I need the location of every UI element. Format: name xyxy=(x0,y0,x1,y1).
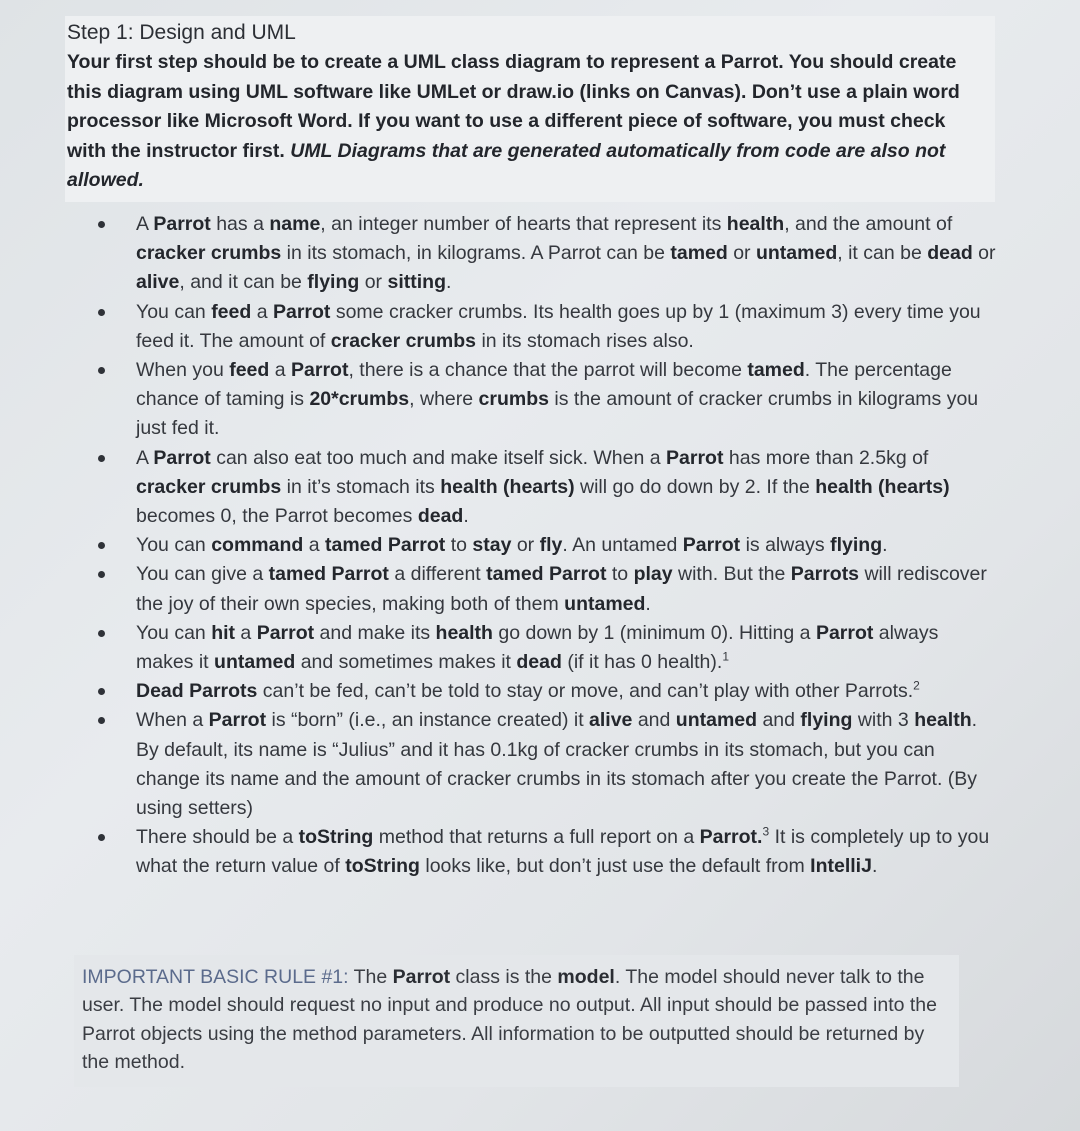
rule-text-segment: and xyxy=(632,709,676,732)
bullet-icon xyxy=(98,221,105,228)
important-parrot: Parrot xyxy=(392,966,451,988)
rule-text-segment: always makes it xyxy=(136,621,939,674)
rule-text-segment: method that returns a full report on a xyxy=(373,826,700,849)
rule-text-segment: . By default, its name is “Julius” and it has 0.1kg of cracker crumbs in its stomach, but you can change its name and the amount of cracker crumbs in its stomach after you create the Parrot. (By using setters) xyxy=(136,709,978,820)
rule-text-segment: health xyxy=(435,621,493,644)
rule-text-segment: , there is a chance that the parrot will become xyxy=(348,359,748,382)
rule-text-segment: , an integer number of hearts that represent its xyxy=(320,213,727,235)
rule-text-segment: untamed xyxy=(675,709,758,732)
rule-text-segment: with 3 xyxy=(852,709,915,732)
bullet-icon xyxy=(98,630,105,637)
rule-text-segment: will rediscover the joy of their own species, making both of them xyxy=(136,563,987,615)
rule-text-segment: a xyxy=(269,359,292,382)
rule-text-segment: crumbs xyxy=(478,388,549,411)
rule-text-segment: flying xyxy=(830,534,883,557)
intro-text-3: or xyxy=(476,80,507,103)
important-rule-box xyxy=(74,955,959,1087)
rule-text-segment: Parrots xyxy=(790,563,860,586)
list-item xyxy=(98,706,998,823)
rule-text-segment: flying xyxy=(307,271,360,294)
list-item xyxy=(98,677,998,706)
rule-text-segment: and xyxy=(757,709,801,732)
rule-text-segment: tamed xyxy=(747,359,805,382)
rule-text-segment: , and the amount of xyxy=(784,213,953,235)
list-item xyxy=(98,531,998,560)
rule-text-segment: some cracker crumbs. Its health goes up by 1 (maximum 3) every time you feed it. The amount of xyxy=(136,300,981,352)
rule-text-segment: or xyxy=(359,271,388,294)
rule-text-segment: Parrot. xyxy=(699,826,763,849)
rule-text-segment: and make its xyxy=(314,621,436,644)
rule-text-segment: stay xyxy=(472,534,512,557)
rule-text-segment: health xyxy=(914,709,972,732)
rule-text-segment: or xyxy=(727,242,756,265)
rule-text-segment: with. But the xyxy=(672,563,791,586)
rule-text-segment: cracker crumbs xyxy=(136,475,282,498)
bullet-icon xyxy=(98,688,105,695)
rule-text-segment: It is completely up to you what the return value of xyxy=(136,826,990,878)
rule-text-segment: alive xyxy=(589,709,633,732)
rule-text-segment: When a xyxy=(136,709,209,732)
intro-text-1: Your first step should be to create a UML class diagram to represent a xyxy=(67,51,721,73)
important-model: model xyxy=(557,966,615,988)
rule-text-segment: You can give a xyxy=(136,563,269,586)
rule-text-segment: . xyxy=(645,592,651,615)
intro-umlet: UMLet xyxy=(416,80,477,103)
rule-text-segment: A xyxy=(136,213,154,235)
intro-paragraph xyxy=(67,48,989,196)
rule-text-segment: health (hearts) xyxy=(440,475,575,498)
rule-text-segment: is “born” (i.e., an instance created) it xyxy=(266,709,590,732)
rule-text-segment: dead xyxy=(516,651,562,674)
rule-text-segment: tamed xyxy=(670,242,728,265)
rule-text-segment: When you xyxy=(136,359,230,382)
rule-text-segment: looks like, but don’t just use the default from xyxy=(419,855,811,878)
list-item xyxy=(98,298,998,356)
rule-text-segment: There should be a xyxy=(136,826,299,849)
rule-text-segment: in its stomach, in kilograms. A Parrot can be xyxy=(281,242,671,265)
rule-text-segment: tamed Parrot xyxy=(324,534,446,557)
rule-text-segment: fly xyxy=(539,534,563,557)
rule-text-segment: . xyxy=(882,534,888,557)
rule-text-segment: You can xyxy=(136,534,212,557)
footnote-marker: 2 xyxy=(913,678,920,693)
intro-italic-note: UML Diagrams that are generated automatically from code are also not allowed. xyxy=(67,139,946,191)
footnote-marker: 1 xyxy=(722,649,730,664)
bullet-icon xyxy=(98,309,105,316)
rule-text-segment: or xyxy=(511,534,540,557)
rule-text-segment: will go do down by 2. If the xyxy=(574,475,816,498)
bullet-icon xyxy=(98,571,105,578)
rule-text-segment: becomes 0, the Parrot becomes xyxy=(136,505,418,528)
rule-text-segment: Parrot xyxy=(272,300,331,323)
bullet-icon xyxy=(98,542,105,549)
important-text-3: . The model should never talk to the user. The model should request no input and produce no output. All input should be passed into the Parrot objects using the method parameters. All information to be outputted should be returned by the method. xyxy=(82,966,938,1074)
rule-text-segment: in it’s stomach its xyxy=(281,475,441,498)
rule-text-segment: a xyxy=(303,534,325,557)
rule-text-segment: Parrot xyxy=(682,534,741,557)
rule-text-segment: has a xyxy=(210,213,270,235)
rule-text-segment: Dead Parrots xyxy=(136,680,258,703)
rule-text-segment: Parrot xyxy=(153,213,211,235)
rule-text-segment: to xyxy=(445,534,473,557)
rule-text-segment: Parrot xyxy=(153,446,211,469)
rule-text-segment: Parrot xyxy=(815,621,874,644)
rule-text-segment: sitting xyxy=(387,271,446,294)
important-rule-label: IMPORTANT BASIC RULE #1: xyxy=(82,966,349,988)
rule-text-segment: a different xyxy=(388,563,487,586)
rule-text-segment: , it can be xyxy=(837,242,928,265)
list-item xyxy=(98,356,998,444)
rule-text-segment: in its stomach rises also. xyxy=(476,329,694,352)
footnote-marker: 3 xyxy=(762,824,770,839)
rule-text-segment: feed xyxy=(211,300,252,323)
rule-text-segment: toString xyxy=(345,855,420,878)
rule-text-segment: is always xyxy=(740,534,831,557)
rule-text-segment: and sometimes makes it xyxy=(295,651,517,674)
rule-text-segment: . xyxy=(445,271,452,294)
rule-text-segment: hit xyxy=(211,621,236,644)
rule-text-segment: Parrot xyxy=(208,709,267,732)
rule-text-segment: has more than 2.5kg of xyxy=(723,446,929,469)
rule-text-segment: . xyxy=(871,855,878,878)
rule-text-segment: cracker crumbs xyxy=(136,242,282,265)
rule-text-segment: A xyxy=(136,446,154,469)
rule-text-segment: You can xyxy=(136,300,212,323)
rule-text-segment: health (hearts) xyxy=(815,475,950,498)
rule-text-segment: alive xyxy=(136,271,180,294)
rule-text-segment: 20*crumbs xyxy=(309,388,410,411)
rule-text-segment: can also eat too much and make itself sick. When a xyxy=(210,446,667,469)
rule-text-segment: . The percentage chance of taming is xyxy=(136,359,952,411)
rule-text-segment: cracker crumbs xyxy=(330,329,477,352)
rule-text-segment: to xyxy=(606,563,634,586)
intro-text-2: . You should create this diagram using UML software like xyxy=(67,51,957,103)
intro-section xyxy=(65,16,995,202)
list-item xyxy=(98,210,998,298)
rule-text-segment: tamed Parrot xyxy=(268,563,389,586)
rule-text-segment: feed xyxy=(229,359,270,382)
rule-text-segment: You can xyxy=(136,621,212,644)
rule-text-segment: , where xyxy=(409,388,479,411)
rule-text-segment: or xyxy=(972,242,996,265)
rule-text-segment: health xyxy=(726,213,785,235)
bullet-icon xyxy=(98,367,105,374)
rule-text-segment: untamed xyxy=(214,651,296,674)
rule-text-segment: untamed xyxy=(755,242,838,265)
rule-text-segment: can’t be fed, can’t be told to stay or move, and can’t play with other Parrots. xyxy=(257,680,914,703)
important-text-1: The xyxy=(348,966,393,988)
rule-text-segment: a xyxy=(251,300,273,323)
list-item xyxy=(98,823,998,881)
intro-text-4: (links on Canvas). Don’t use a plain word processor like Microsoft Word. If you want to use a different piece of software, you must check with the instructor first. xyxy=(67,80,960,162)
rule-text-segment: dead xyxy=(417,505,464,528)
rule-text-segment: flying xyxy=(800,709,853,732)
rule-text-segment: Parrot xyxy=(256,621,315,644)
rule-text-segment: dead xyxy=(927,242,973,265)
page-title: Step 1: Design and UML xyxy=(67,21,296,44)
bullet-icon xyxy=(98,834,105,841)
rule-text-segment: name xyxy=(269,213,321,235)
intro-parrot: Parrot xyxy=(720,51,779,73)
rule-text-segment: command xyxy=(211,534,304,557)
rule-text-segment: toString xyxy=(298,826,374,849)
list-item xyxy=(98,619,998,677)
rule-text-segment: (if it has 0 health). xyxy=(561,651,723,674)
bullet-icon xyxy=(98,455,105,462)
rule-text-segment: Parrot xyxy=(666,446,724,469)
rule-text-segment: Parrot xyxy=(291,359,349,382)
rule-text-segment: go down by 1 (minimum 0). Hitting a xyxy=(492,621,816,644)
rules-list xyxy=(98,210,998,882)
rule-text-segment: a xyxy=(235,621,257,644)
list-item xyxy=(98,444,998,532)
rule-text-segment: is the amount of cracker crumbs in kilograms you just fed it. xyxy=(136,388,979,440)
rule-text-segment: tamed Parrot xyxy=(486,563,607,586)
rule-text-segment: . An untamed xyxy=(562,534,683,557)
rule-text-segment: IntelliJ xyxy=(810,855,872,878)
rule-text-segment: , and it can be xyxy=(179,271,308,294)
bullet-icon xyxy=(98,717,105,724)
important-text-2: class is the xyxy=(450,966,558,988)
rule-text-segment: play xyxy=(633,563,673,586)
rule-text-segment: untamed xyxy=(564,592,646,615)
list-item xyxy=(98,560,998,618)
intro-drawio: draw.io xyxy=(506,80,575,103)
rule-text-segment: . xyxy=(463,505,469,528)
